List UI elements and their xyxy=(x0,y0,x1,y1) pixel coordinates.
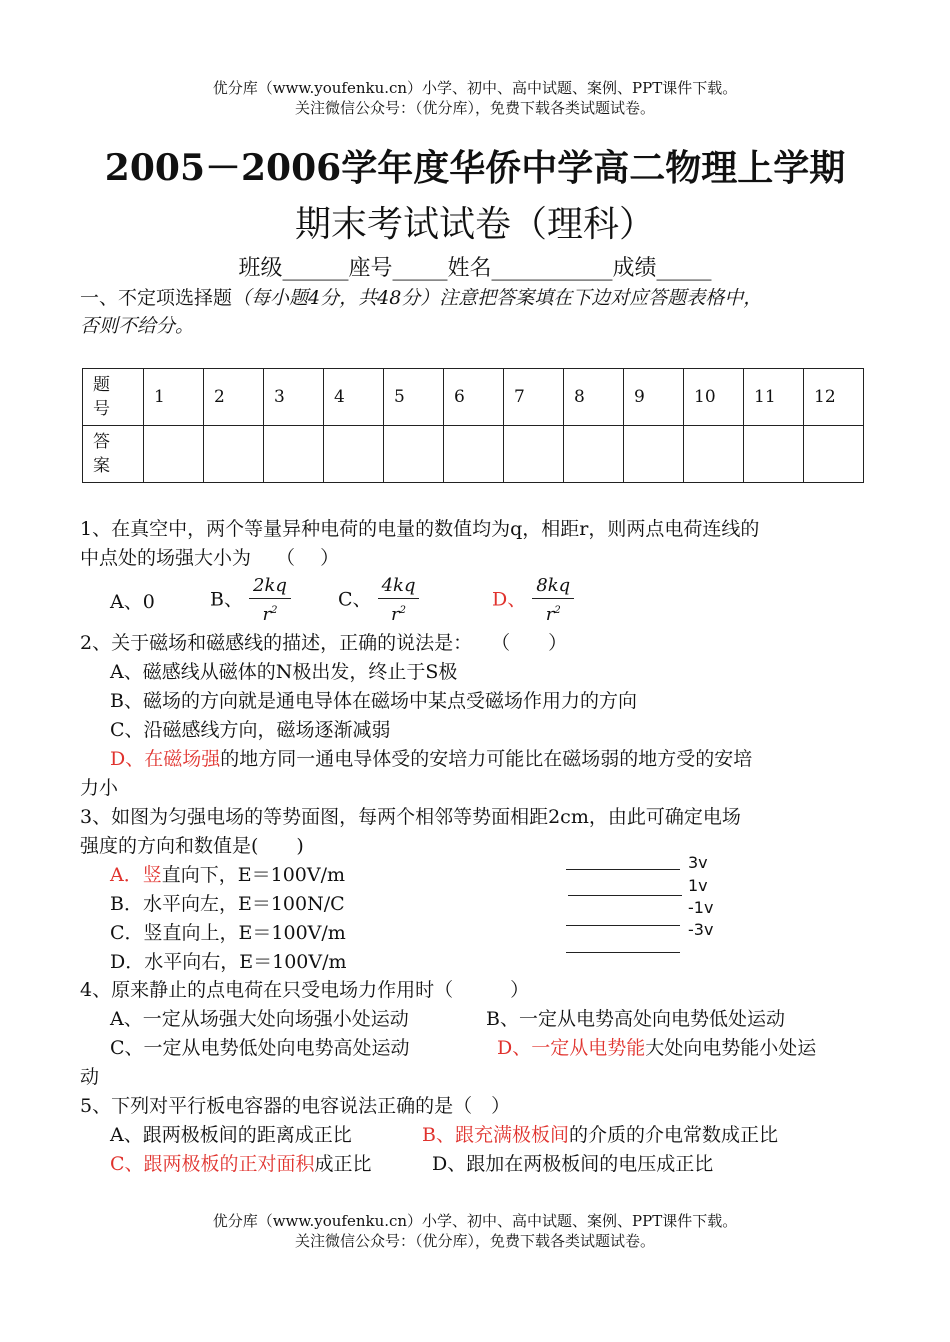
question-number-cell: 7 xyxy=(504,369,564,426)
page-title: 2005－2006学年度华侨中学高二物理上学期 xyxy=(104,147,846,189)
answer-cell[interactable] xyxy=(144,426,204,483)
q4-option-a: A、一定从场强大处向场强小处运动 xyxy=(110,1008,409,1030)
q2-option-c: C、沿磁感线方向，磁场逐渐减弱 xyxy=(110,719,391,741)
potential-label-3v: 3v xyxy=(688,853,708,872)
section-title: 一、不定项选择题 xyxy=(80,287,233,309)
q5-stem: 5、下列对平行板电容器的电容说法正确的是（ ） xyxy=(80,1095,511,1117)
equipotential-line-3v xyxy=(566,869,680,870)
answer-cell[interactable] xyxy=(264,426,324,483)
q2-option-a: A、磁感线从磁体的N极出发，终止于S极 xyxy=(110,661,458,683)
answer-cell[interactable] xyxy=(744,426,804,483)
q3-option-d: D．水平向右，E＝100V/m xyxy=(110,951,347,973)
q1-option-c: C、 $\frac{4kq}{r^2}$ xyxy=(338,576,419,625)
question-number-cell: 6 xyxy=(444,369,504,426)
potential-label-1v: 1v xyxy=(688,876,708,895)
potential-label-minus3v: -3v xyxy=(688,920,714,939)
q5-option-d: D、跟加在两极板间的电压成正比 xyxy=(432,1153,714,1175)
q1-option-b: B、 $\frac{2kq}{r^2}$ xyxy=(210,576,291,625)
question-number-cell: 10 xyxy=(684,369,744,426)
question-number-cell: 2 xyxy=(204,369,264,426)
q1-option-c-fraction: $\frac{4kq}{r^2}$ xyxy=(378,576,420,625)
question-number-cell: 9 xyxy=(624,369,684,426)
page-subtitle: 期末考试试卷（理科） xyxy=(294,204,655,245)
potential-label-minus1v: -1v xyxy=(688,898,714,917)
footer-line-1: 优分库（www.youfenku.cn）小学、初中、高中试题、案例、PPT课件下载。 xyxy=(212,1212,738,1230)
answer-cell[interactable] xyxy=(204,426,264,483)
q3-stem-line-1: 3、如图为匀强电场的等势面图，每两个相邻等势面相距2cm，由此可确定电场 xyxy=(80,806,741,828)
header-line-1: 优分库（www.youfenku.cn）小学、初中、高中试题、案例、PPT课件下载。 xyxy=(212,79,738,97)
q4-stem: 4、原来静止的点电荷在只受电场力作用时（ ） xyxy=(80,979,530,1001)
q5-option-c: C、跟两极板的正对面积成正比 xyxy=(110,1153,372,1175)
question-number-cell: 8 xyxy=(564,369,624,426)
answer-cell[interactable] xyxy=(684,426,744,483)
q1-option-a: A、0 xyxy=(110,591,155,613)
question-number-cell: 4 xyxy=(324,369,384,426)
q1-stem-line-1: 1、在真空中，两个等量异种电荷的电量的数值均为q，相距r，则两点电荷连线的 xyxy=(80,518,760,540)
q4-option-d: D、一定从电势能大处向电势能小处运 xyxy=(497,1037,817,1059)
student-info-line: 班级______座号_____姓名___________成绩_____ xyxy=(238,256,712,281)
header-line-2: 关注微信公众号：（优分库），免费下载各类试题试卷。 xyxy=(294,99,655,117)
section-note: （每小题4分，共48分）注意把答案填在下边对应答题表格中， xyxy=(232,287,763,309)
footer-line-2: 关注微信公众号：（优分库），免费下载各类试题试卷。 xyxy=(294,1232,655,1250)
q1-option-b-fraction: $\frac{2kq}{r^2}$ xyxy=(249,576,291,625)
answer-cell[interactable] xyxy=(624,426,684,483)
answer-table-answer-row xyxy=(83,426,864,483)
answer-cell[interactable] xyxy=(384,426,444,483)
q2-option-d: D、在磁场强的地方同一通电导体受的安培力可能比在磁场弱的地方受的安培 xyxy=(110,748,753,770)
question-number-label: 题号 xyxy=(83,369,144,426)
answer-label: 答案 xyxy=(83,426,144,483)
answer-cell[interactable] xyxy=(444,426,504,483)
answer-table xyxy=(82,368,864,483)
q3-option-c: C．竖直向上，E＝100V/m xyxy=(110,922,346,944)
answer-cell[interactable] xyxy=(564,426,624,483)
answer-cell[interactable] xyxy=(504,426,564,483)
q1-option-d: D、 $\frac{8kq}{r^2}$ xyxy=(492,576,574,625)
q2-option-b: B、磁场的方向就是通电导体在磁场中某点受磁场作用力的方向 xyxy=(110,690,637,712)
q4-option-c: C、一定从电势低处向电势高处运动 xyxy=(110,1037,410,1059)
answer-table-header-row xyxy=(83,369,864,426)
question-number-cell: 5 xyxy=(384,369,444,426)
answer-cell[interactable] xyxy=(804,426,864,483)
question-number-cell: 11 xyxy=(744,369,804,426)
section-heading xyxy=(80,284,762,312)
q5-option-b: B、跟充满极板间的介质的介电常数成正比 xyxy=(422,1124,778,1146)
q2-option-d-cont: 力小 xyxy=(80,777,119,799)
equipotential-line-minus3v xyxy=(566,952,680,953)
q4-option-b: B、一定从电势高处向电势低处运动 xyxy=(486,1008,785,1030)
equipotential-line-minus1v xyxy=(566,925,680,926)
q1-stem-line-2: 中点处的场强大小为 （ ） xyxy=(80,547,340,569)
question-number-cell: 1 xyxy=(144,369,204,426)
section-note-cont: 否则不给分。 xyxy=(80,315,195,337)
q4-option-d-cont: 动 xyxy=(80,1066,100,1088)
q2-stem: 2、关于磁场和磁感线的描述，正确的说法是： （ ） xyxy=(80,632,568,654)
q3-option-a: A．竖直向下，E＝100V/m xyxy=(110,864,346,886)
equipotential-line-1v xyxy=(568,895,682,896)
q1-option-d-fraction: $\frac{8kq}{r^2}$ xyxy=(532,576,574,625)
question-number-cell: 12 xyxy=(804,369,864,426)
question-number-cell: 3 xyxy=(264,369,324,426)
q3-option-b: B．水平向左，E＝100N/C xyxy=(110,893,345,915)
q3-stem-line-2: 强度的方向和数值是( ) xyxy=(80,835,304,857)
q5-option-a: A、跟两极板间的距离成正比 xyxy=(110,1124,352,1146)
answer-cell[interactable] xyxy=(324,426,384,483)
